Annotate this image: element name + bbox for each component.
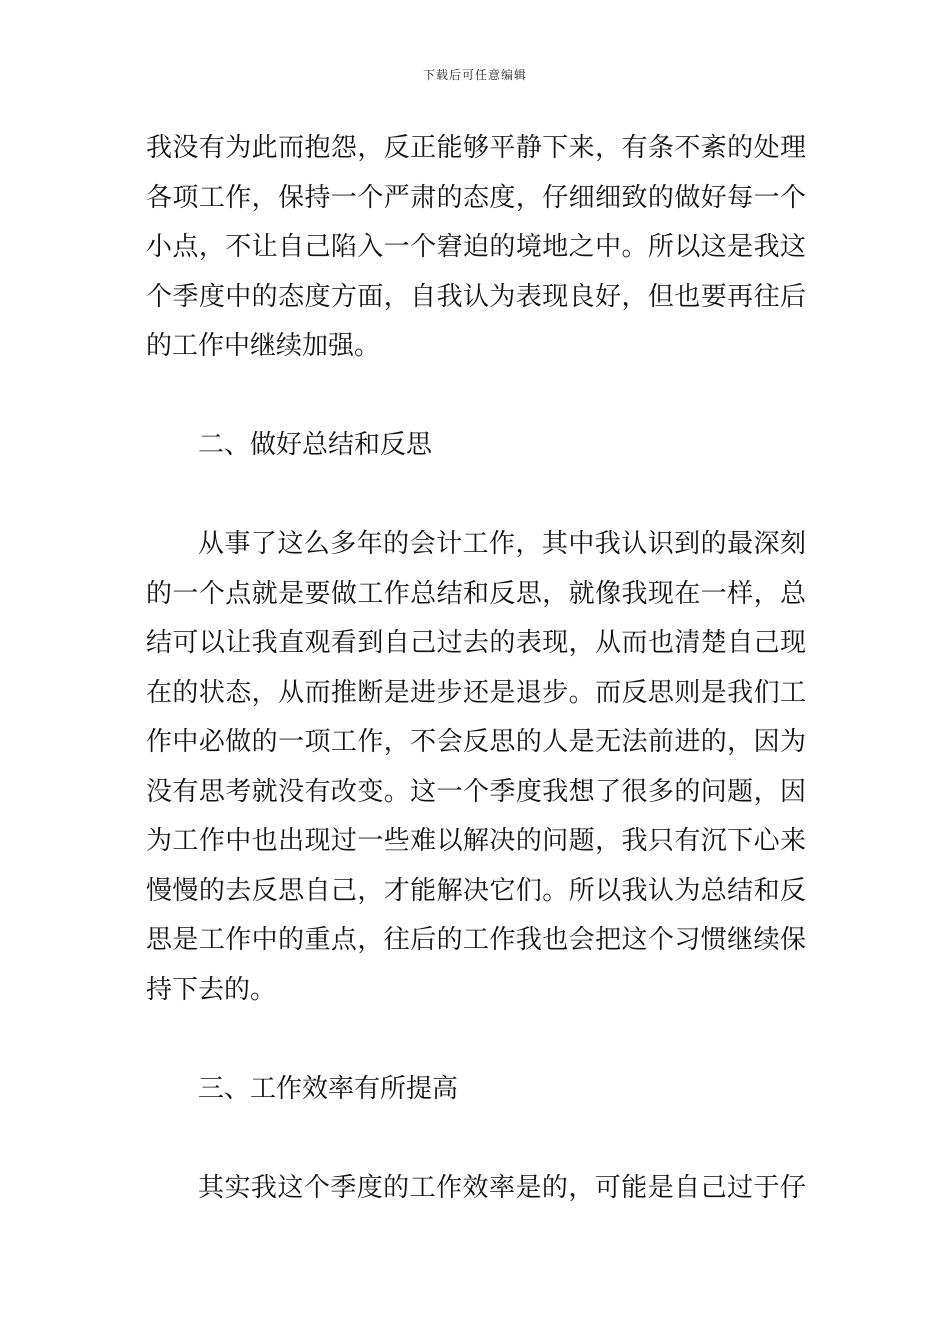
paragraph-spacer xyxy=(146,1114,806,1164)
text-line: 结可以让我直观看到自己过去的表现，从而也清楚自己现 xyxy=(146,628,806,658)
paragraph-spacer xyxy=(146,471,806,521)
text-line: 没有思考就没有改变。这一个季度我想了很多的问题，因 xyxy=(146,776,806,807)
paragraph-efficiency xyxy=(146,1164,806,1214)
text-line: 慢慢的去反思自己，才能解决它们。所以我认为总结和反 xyxy=(146,875,806,906)
text-line: 的工作中继续加强。 xyxy=(146,331,381,361)
paragraph-reflection xyxy=(146,520,806,1015)
text-line: 思是工作中的重点，往后的工作我也会把这个习惯继续保 xyxy=(146,925,806,955)
paragraph-spacer xyxy=(146,1015,806,1065)
text-line: 在的状态，从而推断是进步还是退步。而反思则是我们工 xyxy=(146,677,806,708)
page-header: 下载后可任意编辑 xyxy=(422,68,527,82)
text-line: 从事了这么多年的会计工作，其中我认识到的最深刻 xyxy=(198,529,806,559)
text-line: 各项工作，保持一个严肃的态度，仔细细致的做好每一个 xyxy=(146,182,806,213)
text-line: 个季度中的态度方面，自我认为表现良好，但也要再往后 xyxy=(146,281,806,312)
paragraph-continued xyxy=(146,124,806,372)
section-heading-2: 二、做好总结和反思 xyxy=(198,430,433,460)
text-line: 的一个点就是要做工作总结和反思，就像我现在一样，总 xyxy=(146,578,806,609)
text-line: 其实我这个季度的工作效率是的，可能是自己过于仔 xyxy=(198,1172,806,1203)
section-heading-3: 三、工作效率有所提高 xyxy=(198,1073,459,1104)
document-body xyxy=(146,124,806,1213)
text-line: 我没有为此而抱怨，反正能够平静下来，有条不紊的处理 xyxy=(146,133,806,163)
text-line: 作中必做的一项工作，不会反思的人是无法前进的，因为 xyxy=(146,727,806,757)
text-line: 小点，不让自己陷入一个窘迫的境地之中。所以这是我这 xyxy=(146,232,806,262)
text-line: 持下去的。 xyxy=(146,974,277,1005)
text-line: 为工作中也出现过一些难以解决的问题，我只有沉下心来 xyxy=(146,826,806,856)
paragraph-spacer xyxy=(146,372,806,422)
